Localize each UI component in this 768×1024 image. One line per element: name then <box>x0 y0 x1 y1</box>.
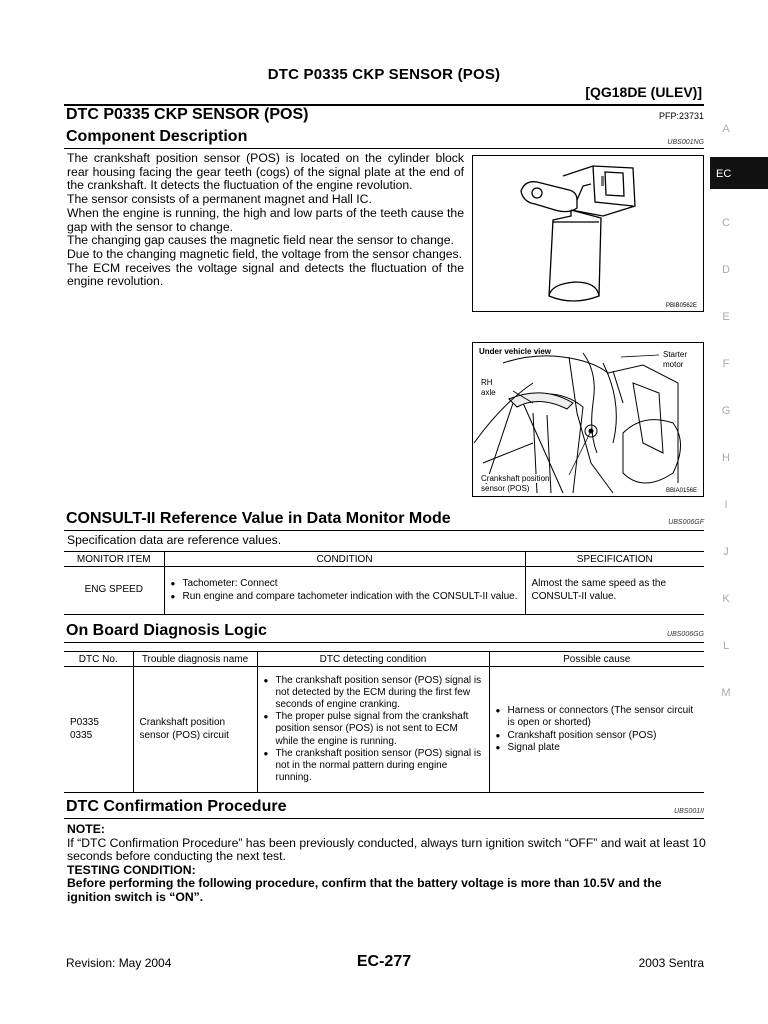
side-index <box>712 0 768 1024</box>
note-label: NOTE: <box>67 822 105 836</box>
side-letter-l[interactable]: L <box>722 640 730 652</box>
table-header: DTC detecting condition <box>257 652 489 667</box>
side-letter-d[interactable]: D <box>722 264 730 276</box>
list-item: ● The proper pulse signal from the crankshaft position sensor (POS) is not sent to ECM while the engine is running. <box>264 711 483 748</box>
confirmation-text <box>67 823 707 905</box>
obd-table <box>64 651 704 793</box>
side-letter-g[interactable]: G <box>721 405 731 417</box>
obd-code: UBS006GG <box>667 631 704 638</box>
obd-title: On Board Diagnosis Logic <box>66 622 267 639</box>
table-header: DTC No. <box>64 652 133 667</box>
component-description-text <box>67 152 464 289</box>
figure-label-sensor-line1: Crankshaft position <box>481 474 550 483</box>
side-letter-e[interactable]: E <box>722 311 730 323</box>
dtc-number-alt: 0335 <box>70 729 93 741</box>
side-letter-k[interactable]: K <box>722 593 730 605</box>
consult-title: CONSULT-II Reference Value in Data Monitor Mode <box>66 510 451 527</box>
figure-label-motor: motor <box>663 360 684 369</box>
section-title: DTC P0335 CKP SENSOR (POS) <box>66 106 309 123</box>
list-item: ● Run engine and compare tachometer indication with the CONSULT-II value. <box>171 591 519 603</box>
table-header: SPECIFICATION <box>525 552 704 567</box>
sensor-figure <box>472 155 704 312</box>
specification-cell: Almost the same speed as the CONSULT-II value. <box>525 567 704 615</box>
consult-intro: Specification data are reference values. <box>67 533 282 547</box>
side-letter-a[interactable]: A <box>722 123 730 135</box>
list-item: ● Tachometer: Connect <box>171 578 519 590</box>
testing-text: Before performing the following procedure, confirm that the battery voltage is more than 10.5V and the ignition switch is “ON”. <box>67 876 662 904</box>
confirmation-title: DTC Confirmation Procedure <box>66 798 287 815</box>
table-header: MONITOR ITEM <box>64 552 164 567</box>
figure-label-starter: Starter <box>663 350 688 359</box>
crankshaft-sensor-drawing <box>473 156 703 311</box>
figure-label-rh: RH <box>481 378 493 387</box>
location-figure <box>472 342 704 497</box>
consult-table <box>64 551 704 615</box>
desc-paragraph: The changing gap causes the magnetic field near the sensor to change. <box>67 233 454 248</box>
figure-code: PBIB0562E <box>665 303 697 309</box>
dtc-number: P0335 <box>70 717 99 729</box>
desc-paragraph: The ECM receives the voltage signal and detects the fluctuation of the engine revolution. <box>67 260 464 289</box>
figure-label-axle: axle <box>481 388 496 397</box>
figure-label-view: Under vehicle view <box>479 347 552 356</box>
side-letter-m[interactable]: M <box>721 687 731 699</box>
section-rule <box>64 148 704 149</box>
side-tab-ec[interactable]: EC <box>710 157 768 189</box>
desc-paragraph: The sensor consists of a permanent magnet and Hall IC. <box>67 192 372 207</box>
pfp-code: PFP:23731 <box>658 111 704 121</box>
figure-code: BBIA0156E <box>665 488 697 494</box>
component-description-code: UBS001NG <box>667 139 704 146</box>
section-rule <box>64 530 704 531</box>
condition-cell <box>164 567 525 615</box>
footer-page-number: EC-277 <box>356 953 412 970</box>
page-title: DTC P0335 CKP SENSOR (POS) <box>267 66 501 83</box>
component-description-title: Component Description <box>66 128 248 145</box>
list-item: ● Signal plate <box>496 742 699 754</box>
detecting-condition-cell <box>257 667 489 793</box>
section-rule <box>64 818 704 819</box>
note-text: If “DTC Confirmation Procedure” has been previously conducted, always turn ignition switch “OFF” and wait at least 10 seconds before conducting the next test. <box>67 835 706 864</box>
engine-tag: [QG18DE (ULEV)] <box>585 84 702 100</box>
table-header: CONDITION <box>164 552 525 567</box>
side-letter-h[interactable]: H <box>722 452 730 464</box>
list-item: ● The crankshaft position sensor (POS) signal is not in the normal pattern during engine running. <box>264 748 483 785</box>
footer-revision: Revision: May 2004 <box>66 956 172 970</box>
desc-paragraph: When the engine is running, the high and low parts of the teeth cause the gap with the sensor to change. <box>67 205 464 234</box>
side-letter-i[interactable]: I <box>724 499 728 511</box>
list-item: ● The crankshaft position sensor (POS) signal is not detected by the ECM during the first few seconds of engine cranking. <box>264 675 483 712</box>
table-header: Trouble diagnosis name <box>133 652 257 667</box>
list-item: ● Harness or connectors (The sensor circuit is open or shorted) <box>496 705 699 729</box>
confirmation-code: UBS001II <box>674 808 704 815</box>
possible-cause-cell <box>489 667 704 793</box>
testing-label: TESTING CONDITION: <box>67 862 196 877</box>
trouble-name: Crankshaft position sensor (POS) circuit <box>133 667 257 793</box>
figure-label-sensor-line2: sensor (POS) <box>481 484 530 493</box>
section-rule <box>64 642 704 643</box>
list-item: ● Crankshaft position sensor (POS) <box>496 730 699 742</box>
side-letter-f[interactable]: F <box>722 358 730 370</box>
side-letter-c[interactable]: C <box>722 217 730 229</box>
footer-model: 2003 Sentra <box>638 956 704 970</box>
desc-paragraph: Due to the changing magnetic field, the voltage from the sensor changes. <box>67 246 462 261</box>
consult-code: UBS006GF <box>668 519 704 526</box>
table-header: Possible cause <box>489 652 704 667</box>
desc-paragraph: The crankshaft position sensor (POS) is located on the cylinder block rear housing facing the gear teeth (cogs) of the signal plate at the end of the crankshaft. It detects the fluctuation of the engine revolution. <box>67 151 464 193</box>
side-letter-j[interactable]: J <box>723 546 729 558</box>
monitor-item: ENG SPEED <box>64 567 164 615</box>
dtc-number-cell <box>64 667 133 793</box>
